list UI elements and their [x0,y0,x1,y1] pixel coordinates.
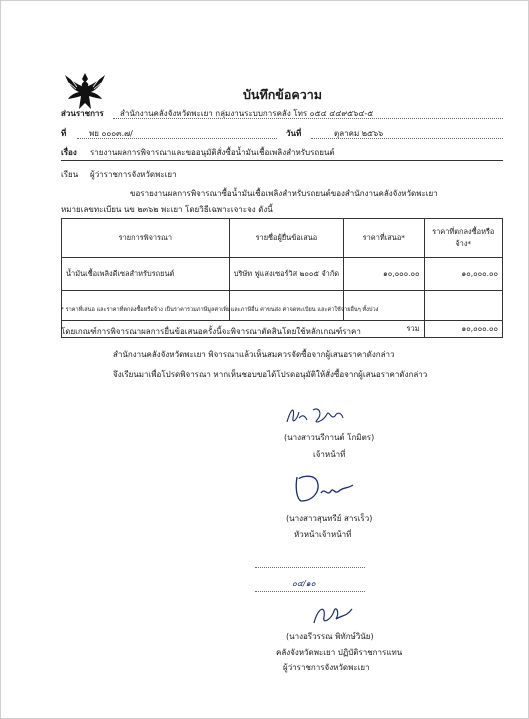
table-cell-offer-price: ๑๐,๐๐๐.๐๐ [344,258,424,291]
approval-date-line [255,591,365,592]
agency-underline [113,118,503,119]
date-underline [311,138,503,139]
table-cell-agreed-price: ๑๐,๐๐๐.๐๐ [424,258,503,291]
approver-title-line2: ผู้ว่าราชการจังหวัดพะเยา [283,663,370,672]
proposal-table [61,218,503,338]
agency-value: สำนักงานคลังจังหวัดพะเยา กลุ่มงานระบบการคลัง โทร ๐๕๔ ๔๔๙๕๖๔-๕ [120,109,374,118]
officer-signature-icon [283,400,353,432]
header-rule [61,160,503,161]
head-title: หัวหน้าเจ้าหน้าที่ [294,530,352,539]
memo-title: บันทึกข้อความ [243,87,322,102]
approval-dotted-line [255,567,365,568]
table-cell-bidder: บริษัท ฟูแสงเซอร์วิส ๒๐๐๕ จำกัด [229,258,343,291]
subject-label: เรื่อง [61,148,77,157]
date-label: วันที่ [286,129,302,138]
subject-value: รายงานผลการพิจารณาและขออนุมัติสั่งซื้อน้ำมันเชื้อเพลิงสำหรับรถยนต์ [90,148,335,157]
para1-line2: หมายเลขทะเบียน นข ๒๓๖๒ พะเยา โดยวิธีเฉพาะเจาะจง ดังนี้ [61,205,273,214]
ref-value: พย ๐๐๐๓.๗/ [89,129,133,138]
approver-title-line1: คลังจังหวัดพะเยา ปฏิบัติราชการแทน [276,648,403,657]
salutation-value: ผู้ว่าราชการจังหวัดพะเยา [90,170,177,179]
table-total-label: รวม [62,321,425,338]
criteria-text: โดยเกณฑ์การพิจารณาผลการยื่นข้อเสนอครั้งนี้จะพิจารณาตัดสินโดยใช้หลักเกณฑ์ราคา [61,327,361,336]
salutation-label: เรียน [61,170,79,179]
head-name: (นางสาวสุนทรีย์ สารเร็ว) [286,514,373,523]
approver-signature-icon [306,599,356,629]
agency-label: ส่วนราชการ [61,109,104,118]
table-header-agreed-price: ราคาที่ตกลงซื้อหรือจ้าง* [424,219,503,258]
footnote: * ราคาที่เสนอ และราคาที่ตกลงซื้อหรือจ้าง เป็นราคารวมภาษีมูลค่าเพิ่มและภาษีอื่น ค่าขนส่ง ค่าจดทะเบียน และค่าใช้จ่ายอื่นๆ ทั้งปวง [61,307,379,313]
table-total-value: ๑๐,๐๐๐.๐๐ [424,321,503,338]
officer-title: เจ้าหน้าที่ [313,450,346,459]
approver-name: (นางอรีวรรณ พิทักษ์วินัย) [286,632,374,641]
table-header-item: รายการพิจารณา [62,219,230,258]
table-cell-item: น้ำมันเชื้อเพลิงดีเซลสำหรับรถยนต์ [62,258,230,291]
table-spacer-cell [424,291,503,321]
date-value: ตุลาคม ๒๕๖๖ [334,129,384,138]
ref-underline [77,138,277,139]
table-header-row [62,219,503,258]
para1-line1: ขอรายงานผลการพิจารณาซื้อน้ำมันเชื้อเพลิงสำหรับรถยนต์ของสำนักงานคลังจังหวัดพะเยา [130,189,438,198]
table-header-bidder: รายชื่อผู้ยื่นข้อเสนอ [229,219,343,258]
officer-name: (นางสาวนรีกานต์ โกมิตร) [284,433,375,442]
table-header-offer-price: ราคาที่เสนอ* [344,219,424,258]
para2-text: สำนักงานคลังจังหวัดพะเยา พิจารณาแล้วเห็นสมควรจัดซื้อจากผู้เสนอราคาดังกล่าว [113,350,395,359]
para3-text: จึงเรียนมาเพื่อโปรดพิจารณา หากเห็นชอบขอได้โปรดอนุมัติให้สั่งซื้อจากผู้เสนอราคาดังกล่าว [113,370,428,379]
table-row [62,258,503,291]
head-signature-icon [291,471,357,507]
ref-label: ที่ [61,129,67,138]
approval-date: ๐๔/๑๐ [292,579,316,588]
